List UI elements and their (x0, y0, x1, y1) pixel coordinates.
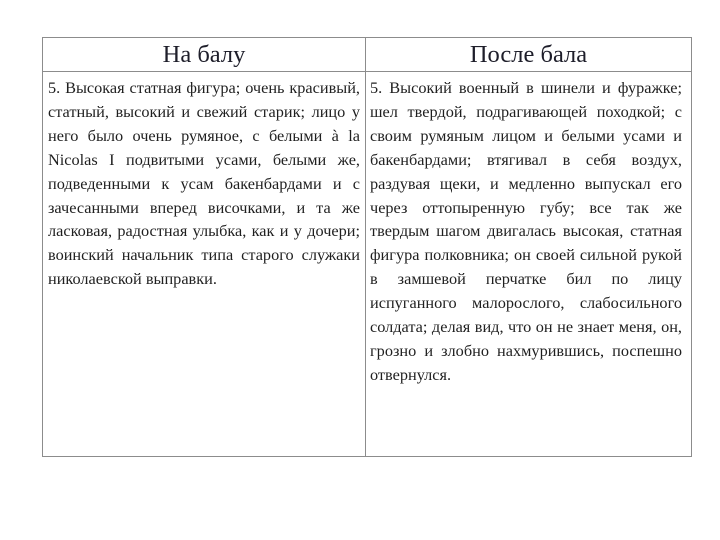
comparison-table (42, 37, 692, 457)
table-header-row (43, 38, 692, 72)
table-row (43, 72, 692, 457)
cell-at-ball (43, 72, 366, 457)
header-after-ball: После бала (366, 38, 692, 72)
header-at-ball: На балу (43, 38, 366, 72)
text-after-ball: 5. Высокий военный в шинели и фуражке; шел твердой, подрагивающей походкой; с своим румяным лицом и белыми усами и бакенбардами; втягивал в себя воздух, раздувая щеки, и медленно выпускал его через оттопыренную губу; все так же твердым шагом двигалась высокая, статная фигура полковника; он своей сильной рукой в замшевой перчатке бил по лицу испуганного малорослого, слабосильного солдата; делая вид, что он не знает меня, он, грозно и злобно нахмурившись, поспешно отвернулся. (370, 78, 682, 384)
text-at-ball: 5. Высокая статная фигура; очень красивый, статный, высокий и свежий старик; лицо у него было очень румяное, с белыми à la Nicolas I подвитыми усами, белыми же, подведенными к усам бакенбардами и с зачесанными вперед височками, и та же ласковая, радостная улыбка, как и у дочери; воинский начальник типа старого служаки николаевской выправки. (48, 78, 360, 289)
cell-after-ball (366, 72, 692, 457)
